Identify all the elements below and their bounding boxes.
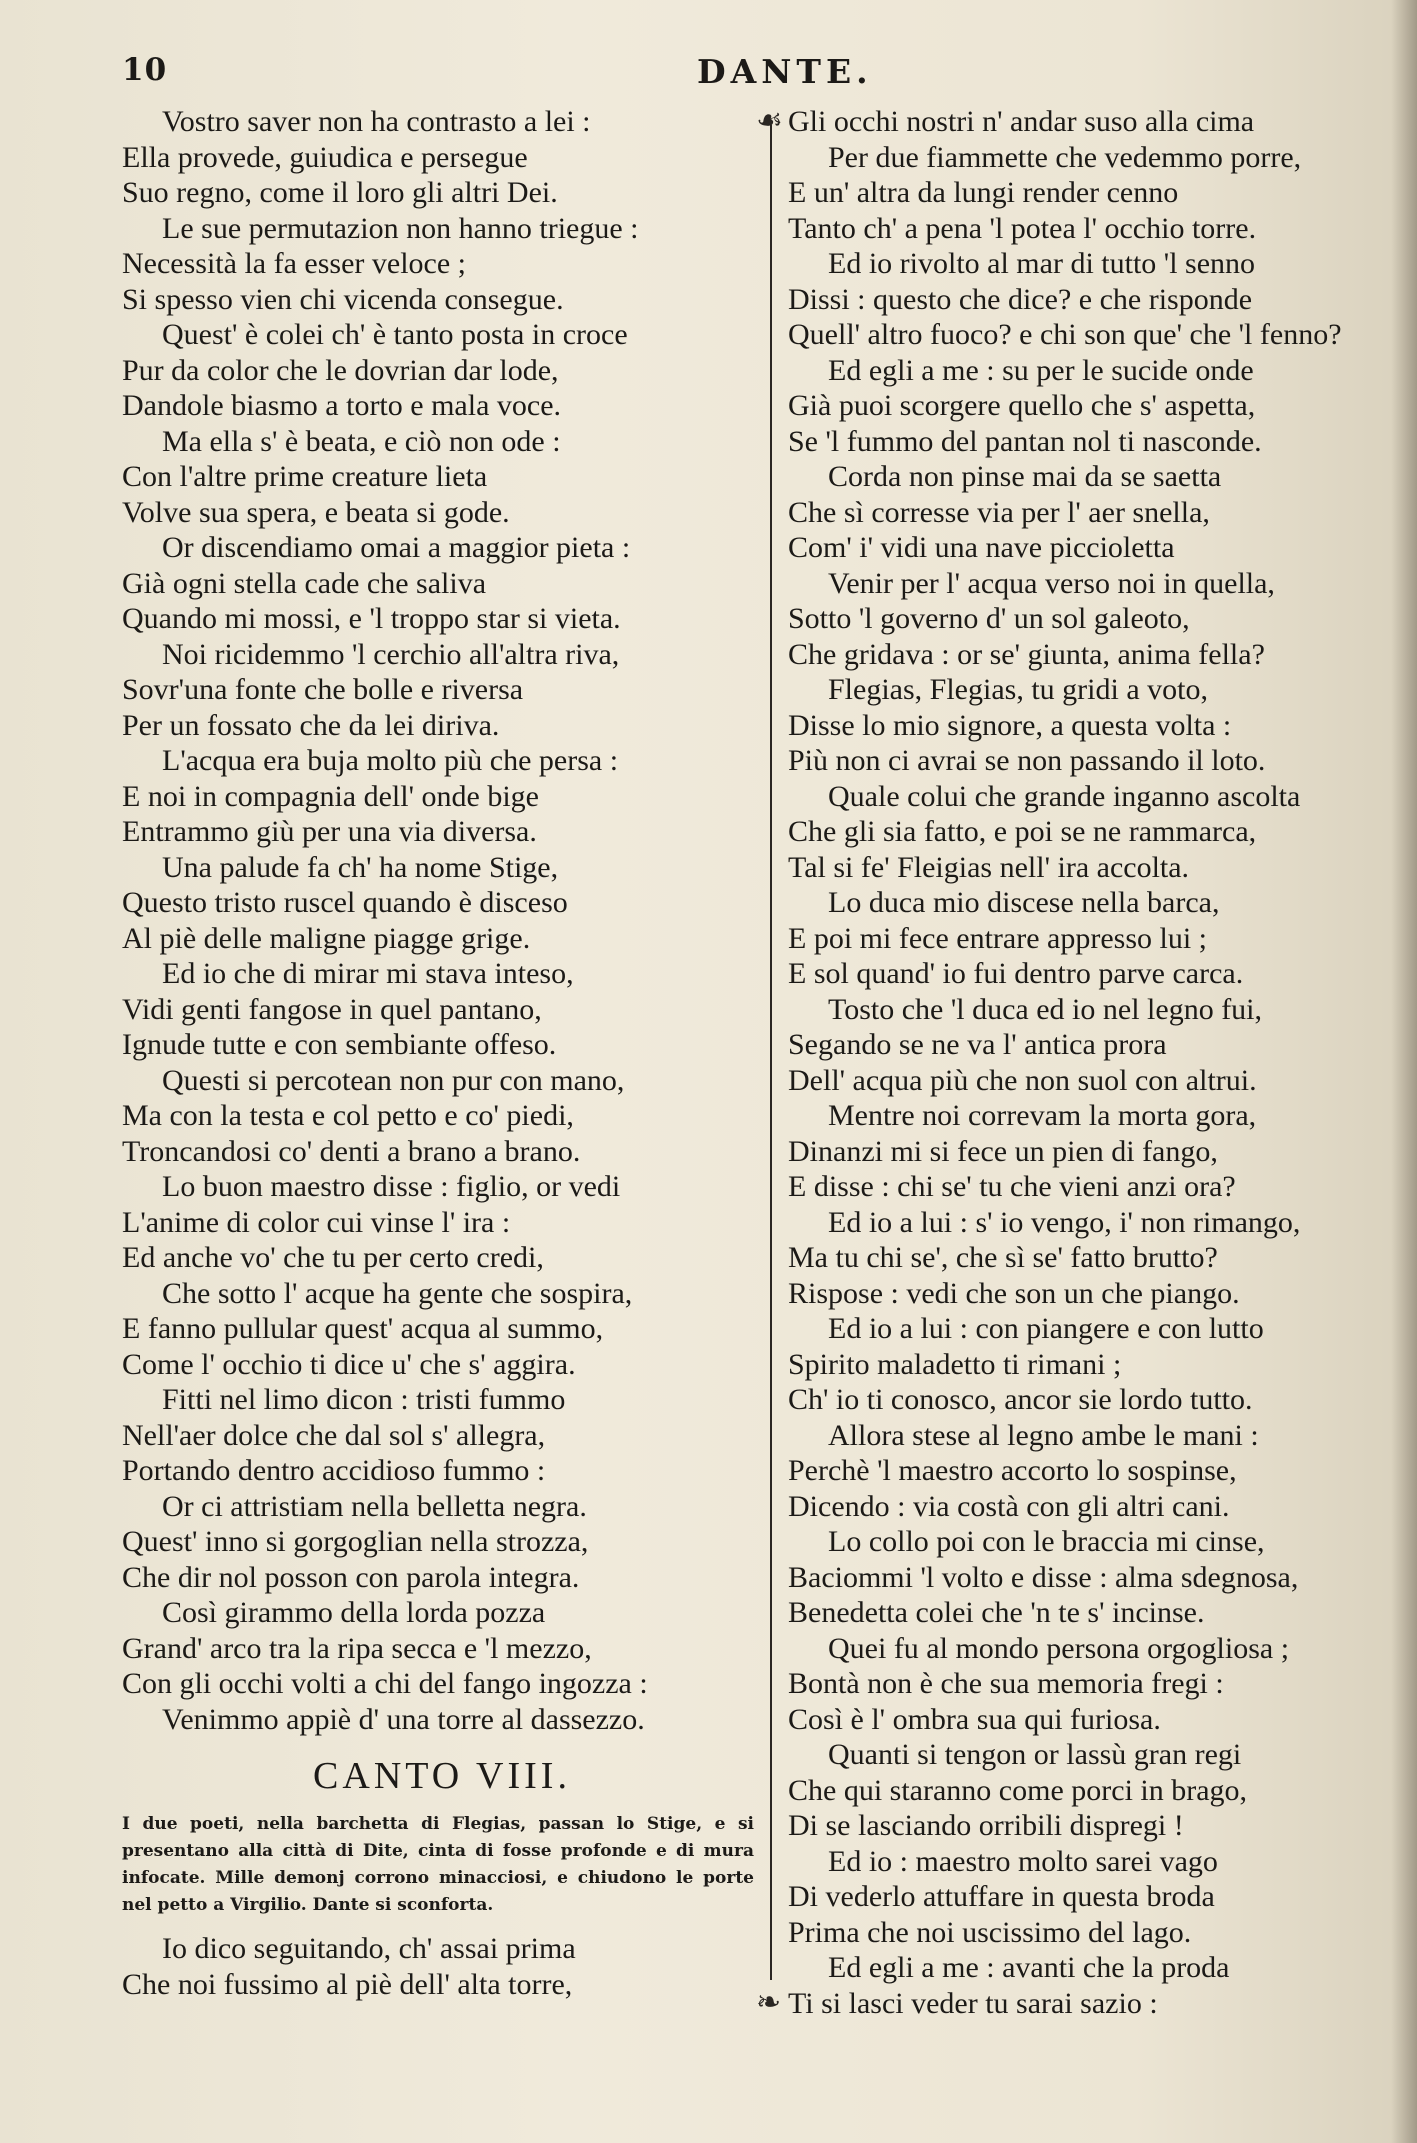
verse-line: Quando mi mossi, e 'l troppo star si vieta. <box>122 602 621 635</box>
column-divider <box>770 125 772 1980</box>
verse-line: Tal si fe' Fleigias nell' ira accolta. <box>788 850 1190 884</box>
verse-line: Con l'altre prime creature lieta <box>122 460 488 493</box>
verse-line: Quell' altro fuoco? e chi son que' che 'l fenno? <box>788 318 1342 351</box>
verse-line: Ed io : maestro molto sarei vago <box>828 1844 1218 1878</box>
verse-line: Questo tristo ruscel quando è disceso <box>122 886 568 919</box>
verse-line: Si spesso vien chi vicenda consegue. <box>122 282 564 316</box>
verse-line: E sol quand' io fui dentro parve carca. <box>788 957 1244 990</box>
verse-line: Per due fiammette che vedemmo porre, <box>828 140 1302 174</box>
verse-line: Ed io a lui : con piangere e con lutto <box>828 1312 1264 1345</box>
verse-line: Come l' occhio ti dice u' che s' aggira. <box>122 1347 576 1381</box>
verse-line: Or ci attristiam nella belletta negra. <box>162 1489 587 1523</box>
canto-title: CANTO VIII. <box>313 1755 571 1797</box>
verse-line: Com' i' vidi una nave piccioletta <box>788 531 1175 564</box>
verse-line: Le sue permutazion non hanno triegue : <box>162 211 639 245</box>
verse-line: Con gli occhi volti a chi del fango ingozza : <box>122 1667 648 1700</box>
verse-line: Io dico seguitando, ch' assai prima <box>162 1932 576 1965</box>
verse-line: Tanto ch' a pena 'l potea l' occhio torre. <box>788 211 1257 245</box>
verse-line: L'acqua era buja molto più che persa : <box>162 744 619 777</box>
verse-line: Pur da color che le dovrian dar lode, <box>122 353 559 387</box>
verse-line: Mentre noi correvam la morta gora, <box>828 1099 1257 1132</box>
verse-line: Flegias, Flegias, tu gridi a voto, <box>828 673 1208 706</box>
verse-line: Che qui staranno come porci in brago, <box>788 1773 1248 1807</box>
verse-line: Una palude fa ch' ha nome Stige, <box>162 850 559 884</box>
verse-line: Ma tu chi se', che sì se' fatto brutto? <box>788 1241 1218 1274</box>
verse-line: E poi mi fece entrare appresso lui ; <box>788 921 1208 955</box>
verse-line: Sotto 'l governo d' un sol galeoto, <box>788 602 1190 635</box>
verse-line: Lo buon maestro disse : figlio, or vedi <box>162 1170 621 1203</box>
verse-line: E noi in compagnia dell' onde bige <box>122 779 539 813</box>
verse-line: Sovr'una fonte che bolle e riversa <box>122 673 524 706</box>
verse-line: Ignude tutte e con sembiante offeso. <box>122 1028 557 1061</box>
verse-line: Che gridava : or se' giunta, anima fella? <box>788 637 1265 671</box>
verse-line: Tosto che 'l duca ed io nel legno fui, <box>828 992 1263 1026</box>
verse-line: Troncandosi co' denti a brano a brano. <box>122 1134 581 1168</box>
canto-argument: I due poeti, nella barchetta di Flegias, passan lo Stige, e si presentano alla città di Dite, cinta di fosse profonde e di mura infocate. Mille demonj corrono minacciosi, e chiudono le porte nel petto a Virgilio. Dante si sconforta. <box>122 1814 754 1915</box>
verse-line: Che sì corresse via per l' aer snella, <box>788 495 1210 529</box>
verse-line: Disse lo mio signore, a questa volta : <box>788 708 1232 742</box>
verse-line: Ed egli a me : su per le sucide onde <box>828 353 1254 387</box>
left-column <box>122 104 762 2002</box>
verse-line: Di se lasciando orribili dispregi ! <box>788 1809 1184 1842</box>
verse-line: Al piè delle maligne piagge grige. <box>122 921 531 955</box>
verse-line: Fitti nel limo dicon : tristi fummo <box>162 1383 566 1416</box>
verse-line: Dell' acqua più che non suol con altrui. <box>788 1063 1257 1097</box>
verse-line: Ella provede, guiudica e persegue <box>122 140 528 174</box>
verse-line: L'anime di color cui vinse l' ira : <box>122 1205 511 1239</box>
verse-line: Portando dentro accidioso fummo : <box>122 1454 546 1487</box>
verse-line: Più non ci avrai se non passando il loto. <box>788 744 1266 777</box>
verse-line: Or discendiamo omai a maggior pieta : <box>162 531 631 564</box>
verse-line: Necessità la fa esser veloce ; <box>122 247 466 280</box>
verse-line: Benedetta colei che 'n te s' incinse. <box>788 1596 1205 1629</box>
verse-line: Dinanzi mi si fece un pien di fango, <box>788 1134 1218 1168</box>
verse-line: Quei fu al mondo persona orgogliosa ; <box>828 1631 1290 1665</box>
verse-line: Già puoi scorgere quello che s' aspetta, <box>788 389 1256 422</box>
verse-line: E fanno pullular quest' acqua al summo, <box>122 1312 604 1345</box>
verse-line: Ti si lasci veder tu sarai sazio : <box>788 1986 1158 2020</box>
verse-line: Segando se ne va l' antica prora <box>788 1028 1167 1061</box>
verse-line: E un' altra da lungi render cenno <box>788 176 1179 209</box>
verse-line: Lo duca mio discese nella barca, <box>828 886 1220 919</box>
verse-line: Suo regno, come il loro gli altri Dei. <box>122 176 558 209</box>
verse-line: Venir per l' acqua verso noi in quella, <box>828 566 1275 600</box>
verse-line: Rispose : vedi che son un che piango. <box>788 1276 1240 1310</box>
page-number: 10 <box>122 52 168 88</box>
fleuron-bottom-icon: ❧ <box>756 1985 782 2020</box>
verse-line: Gli occhi nostri n' andar suso alla cima <box>788 105 1255 138</box>
verse-line: Ed anche vo' che tu per certo credi, <box>122 1241 544 1274</box>
verse-line: Ed io a lui : s' io vengo, i' non rimango, <box>828 1205 1301 1239</box>
verse-line: Ed egli a me : avanti che la proda <box>828 1951 1230 1984</box>
verse-line: Grand' arco tra la ripa secca e 'l mezzo, <box>122 1631 592 1665</box>
verse-line: Ed io rivolto al mar di tutto 'l senno <box>828 247 1256 280</box>
verse-line: Volve sua spera, e beata si gode. <box>122 495 510 529</box>
verse-line: Quest' inno si gorgoglian nella strozza, <box>122 1525 589 1558</box>
verse-line: Così girammo della lorda pozza <box>162 1596 546 1629</box>
verse-line: Che noi fussimo al piè dell' alta torre, <box>122 1967 573 2001</box>
verse-line: Venimmo appiè d' una torre al dassezzo. <box>162 1702 645 1736</box>
verse-line: Già ogni stella cade che saliva <box>122 566 487 600</box>
page-header <box>122 52 1402 96</box>
verse-line: Dandole biasmo a torto e mala voce. <box>122 389 562 422</box>
verse-line: Di vederlo attuffare in questa broda <box>788 1880 1215 1913</box>
verse-line: Nell'aer dolce che dal sol s' allegra, <box>122 1418 546 1452</box>
verse-line: Dicendo : via costà con gli altri cani. <box>788 1489 1230 1523</box>
verse-line: Entrammo giù per una via diversa. <box>122 815 537 848</box>
verse-line: Questi si percotean non pur con mano, <box>162 1063 625 1097</box>
right-column <box>788 104 1403 2021</box>
verse-line: Così è l' ombra sua qui furiosa. <box>788 1702 1161 1736</box>
verse-block-canto-viii <box>788 104 1403 2021</box>
fleuron-top-icon: ☙ <box>756 103 783 138</box>
verse-line: Perchè 'l maestro accorto lo sospinse, <box>788 1454 1237 1487</box>
verse-line: Noi ricidemmo 'l cerchio all'altra riva, <box>162 637 620 671</box>
verse-line: E disse : chi se' tu che vieni anzi ora? <box>788 1170 1236 1203</box>
verse-line: Spirito maladetto ti rimani ; <box>788 1347 1122 1381</box>
verse-line: Bontà non è che sua memoria fregi : <box>788 1667 1224 1700</box>
verse-line: Vostro saver non ha contrasto a lei : <box>162 105 591 138</box>
verse-line: Baciommi 'l volto e disse : alma sdegnosa, <box>788 1560 1299 1594</box>
verse-line: Prima che noi uscissimo del lago. <box>788 1915 1192 1949</box>
verse-line: Ed io che di mirar mi stava inteso, <box>162 957 574 990</box>
verse-line: Che gli sia fatto, e poi se ne rammarca, <box>788 815 1257 848</box>
verse-block-canto-vii <box>122 104 762 1737</box>
verse-line: Che sotto l' acque ha gente che sospira, <box>162 1276 633 1310</box>
verse-line: Ch' io ti conosco, ancor sie lordo tutto. <box>788 1383 1253 1416</box>
verse-line: Quanti si tengon or lassù gran regi <box>828 1738 1242 1771</box>
verse-block-canto-viii-start <box>122 1931 762 2002</box>
verse-line: Allora stese al legno ambe le mani : <box>828 1418 1259 1452</box>
verse-line: Corda non pinse mai da se saetta <box>828 460 1222 493</box>
verse-line: Per un fossato che da lei diriva. <box>122 708 500 742</box>
verse-line: Ma ella s' è beata, e ciò non ode : <box>162 424 561 458</box>
verse-line: Se 'l fummo del pantan nol ti nasconde. <box>788 424 1262 458</box>
running-title: DANTE. <box>697 52 873 91</box>
verse-line: Dissi : questo che dice? e che risponde <box>788 282 1253 316</box>
verse-line: Vidi genti fangose in quel pantano, <box>122 992 542 1026</box>
verse-line: Lo collo poi con le braccia mi cinse, <box>828 1525 1265 1558</box>
verse-line: Che dir nol posson con parola integra. <box>122 1560 580 1594</box>
verse-line: Quest' è colei ch' è tanto posta in croce <box>162 318 628 351</box>
verse-line: Quale colui che grande inganno ascolta <box>828 779 1301 813</box>
verse-line: Ma con la testa e col petto e co' piedi, <box>122 1099 574 1132</box>
